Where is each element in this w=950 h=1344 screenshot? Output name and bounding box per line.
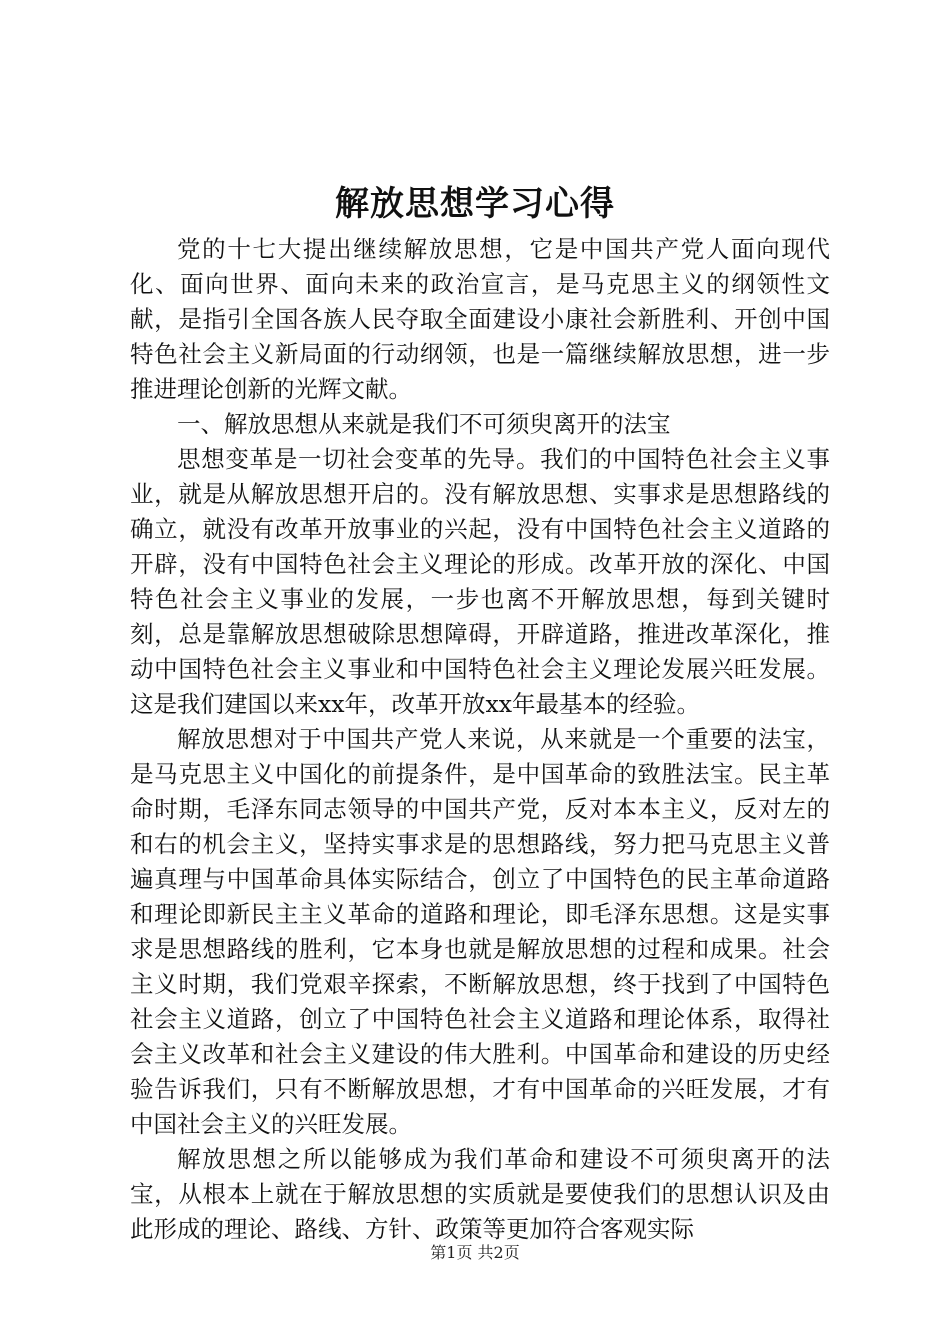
paragraph-history: 解放思想对于中国共产党人来说，从来就是一个重要的法宝，是马克思主义中国化的前提条件，是中国革命的致胜法宝。民主革命时期，毛泽东同志领导的中国共产党，反对本本主义，反对左的和右的机会主义，坚持实事求是的思想路线，努力把马克思主义普遍真理与中国革命具体实际结合，创立了中国特色的民主革命道路和理论即新民主主义革命的道路和理论，即毛泽东思想。这是实事求是思想路线的胜利，它本身也就是解放思想的过程和成果。社会主义时期，我们党艰辛探索，不断解放思想，终于找到了中国特色社会主义道路，创立了中国特色社会主义道路和理论体系，取得社会主义改革和社会主义建设的伟大胜利。中国革命和建设的历史经验告诉我们，只有不断解放思想，才有中国革命的兴旺发展，才有中国社会主义的兴旺发展。 [130, 725, 830, 1138]
page-footer: 第1页 共2页 [430, 1243, 520, 1262]
document-body [130, 232, 830, 1247]
document-title: 解放思想学习心得 [335, 184, 615, 224]
paragraph-thought-reform: 思想变革是一切社会变革的先导。我们的中国特色社会主义事业，就是从解放思想开启的。没有解放思想、实事求是思想路线的确立，就没有改革开放事业的兴起，没有中国特色社会主义道路的开辟，没有中国特色社会主义理论的形成。改革开放的深化、中国特色社会主义事业的发展，一步也离不开解放思想，每到关键时刻，总是靠解放思想破除思想障碍，开辟道路，推进改革深化，推动中国特色社会主义事业和中国特色社会主义理论发展兴旺发展。这是我们建国以来xx年，改革开放xx年最基本的经验。 [130, 445, 830, 718]
section-heading: 一、解放思想从来就是我们不可须臾离开的法宝 [177, 410, 671, 438]
paragraph-intro: 党的十七大提出继续解放思想，它是中国共产党人面向现代化、面向世界、面向未来的政治宣言，是马克思主义的纲领性文献，是指引全国各族人民夺取全面建设小康社会新胜利、开创中国特色社会主义新局面的行动纲领，也是一篇继续解放思想，进一步推进理论创新的光辉文献。 [130, 235, 830, 403]
paragraph-essence: 解放思想之所以能够成为我们革命和建设不可须臾离开的法宝，从根本上就在于解放思想的实质就是要使我们的思想认识及由此形成的理论、路线、方针、政策等更加符合客观实际 [130, 1145, 830, 1243]
